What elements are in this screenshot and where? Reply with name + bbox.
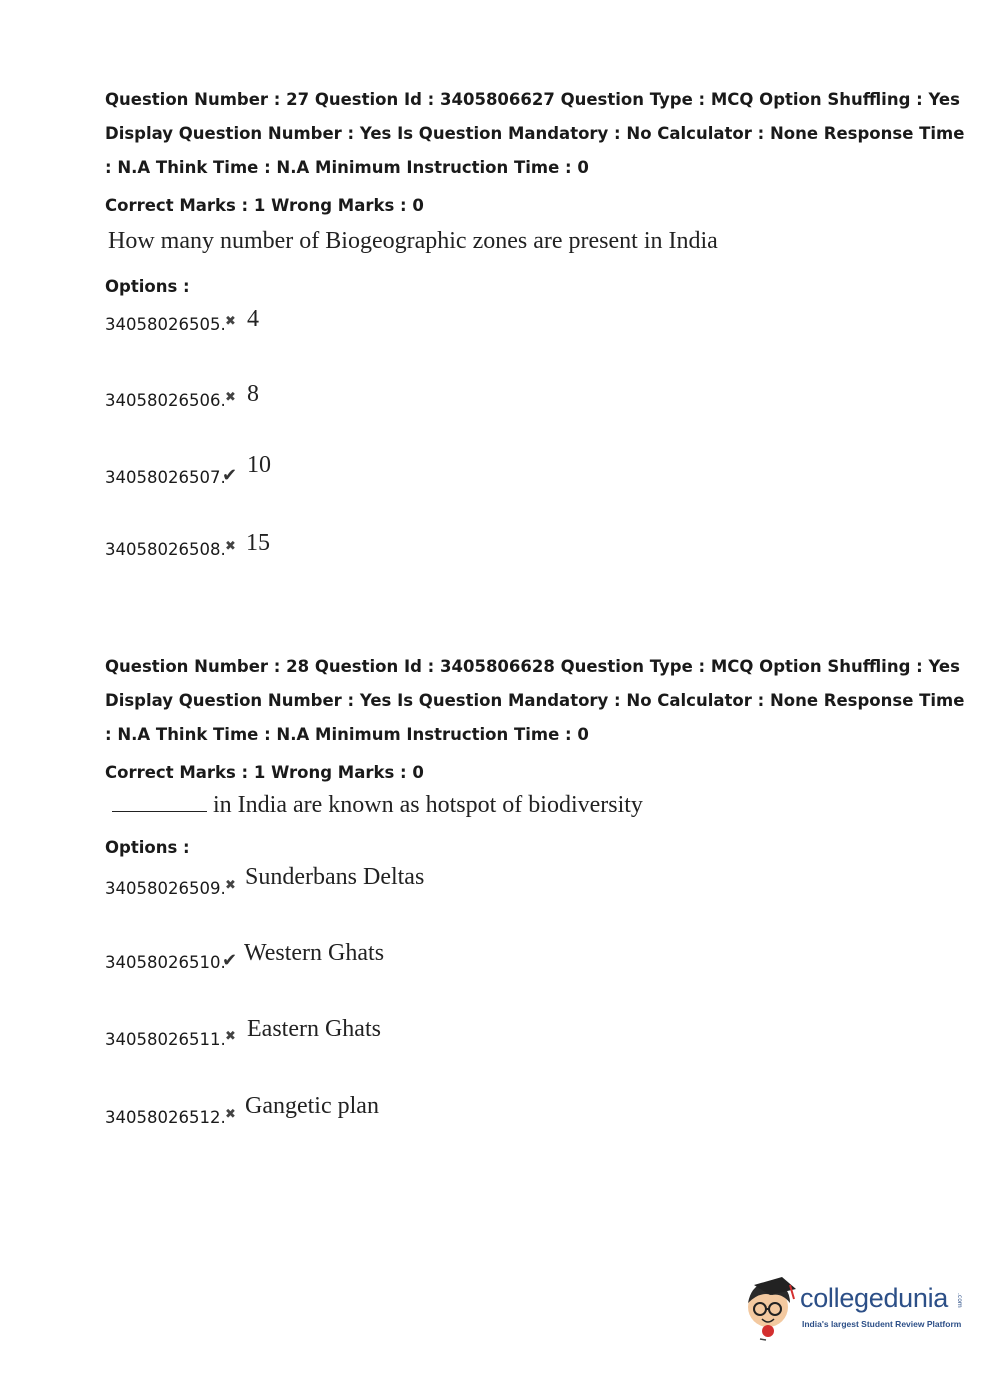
option-text: 15: [246, 530, 270, 556]
cross-icon: ✖: [225, 1029, 236, 1044]
q28-meta-line-3: : N.A Think Time : N.A Minimum Instruction Time : 0: [105, 725, 589, 744]
q28-meta-line-2: Display Question Number : Yes Is Question Mandatory : No Calculator : None Response Time: [105, 691, 965, 710]
option-text: Western Ghats: [244, 940, 385, 966]
q27-meta-line-1: Question Number : 27 Question Id : 3405806627 Question Type : MCQ Option Shuffling : Yes: [105, 90, 960, 109]
check-icon: ✔: [222, 950, 238, 971]
option-id: 34058026508.: [105, 540, 226, 559]
logo-tagline: India's largest Student Review Platform: [802, 1319, 962, 1329]
option-id: 34058026506.: [105, 391, 226, 410]
cross-icon: ✖: [225, 1107, 236, 1122]
option-text: 4: [247, 306, 259, 332]
q28-question: [112, 792, 643, 819]
q28-marks: Correct Marks : 1 Wrong Marks : 0: [105, 763, 424, 782]
option-id: 34058026511.: [105, 1030, 226, 1049]
option-id: 34058026510.: [105, 953, 226, 972]
answer-blank: [112, 793, 207, 812]
q27-meta-line-2: Display Question Number : Yes Is Question Mandatory : No Calculator : None Response Time: [105, 124, 965, 143]
option-id: 34058026507.: [105, 468, 226, 487]
option-text: Gangetic plan: [245, 1093, 379, 1119]
option-text: Eastern Ghats: [247, 1016, 381, 1042]
cross-icon: ✖: [225, 539, 236, 554]
cross-icon: ✖: [225, 314, 236, 329]
q27-question-text: How many number of Biogeographic zones are present in India: [108, 228, 718, 254]
q27-options-label: Options :: [105, 277, 190, 296]
option-text: Sunderbans Deltas: [245, 864, 425, 890]
q27-marks: Correct Marks : 1 Wrong Marks : 0: [105, 196, 424, 215]
option-id: 34058026505.: [105, 315, 226, 334]
logo-domain: .com: [956, 1293, 963, 1308]
cross-icon: ✖: [225, 878, 236, 893]
mascot-icon: [742, 1273, 800, 1343]
option-text: 8: [247, 381, 259, 407]
q28-meta-line-1: Question Number : 28 Question Id : 3405806628 Question Type : MCQ Option Shuffling : Yes: [105, 657, 960, 676]
option-text: 10: [247, 452, 271, 478]
q28-options-label: Options :: [105, 838, 190, 857]
option-id: 34058026509.: [105, 879, 226, 898]
q27-meta-line-3: : N.A Think Time : N.A Minimum Instruction Time : 0: [105, 158, 589, 177]
collegedunia-logo: [742, 1273, 972, 1343]
cross-icon: ✖: [225, 390, 236, 405]
logo-name: collegedunia: [800, 1283, 949, 1313]
check-icon: ✔: [222, 465, 238, 486]
q28-question-text: in India are known as hotspot of biodiversity: [213, 792, 643, 818]
option-id: 34058026512.: [105, 1108, 226, 1127]
